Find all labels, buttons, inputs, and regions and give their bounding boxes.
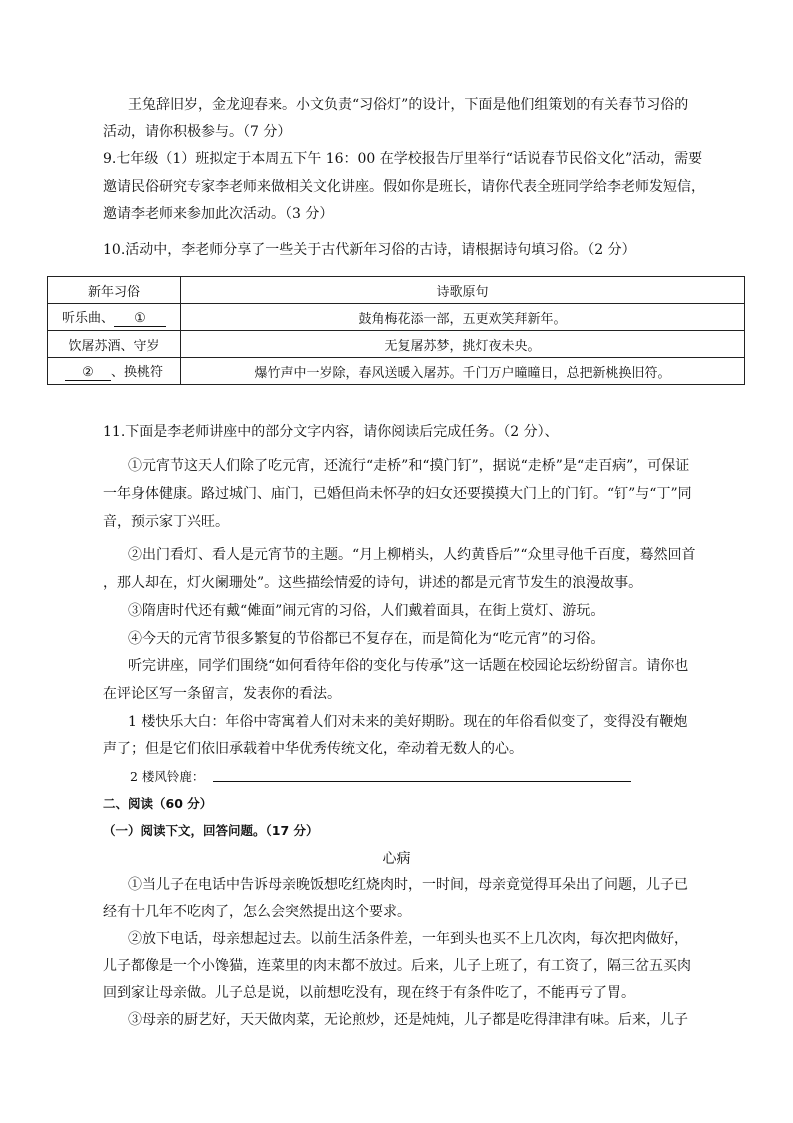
- comment-2-label: 2 楼风铃鹿：: [130, 769, 205, 784]
- article-title: 心病: [382, 851, 411, 867]
- article-para1-line1: ①当儿子在电话中告诉母亲晚饭想吃红烧肉时，一时间，母亲竟觉得耳朵出了问题，儿子已: [128, 877, 688, 893]
- comment-1-line2: 声了；但是它们依旧承载着中华优秀传统文化，牵动着无数人的心。: [103, 741, 523, 757]
- custom-cell: 饮屠苏酒、守岁: [48, 331, 181, 358]
- q11-para3: ③隋唐时代还有戴“傩面”闹元宵的习俗，人们戴着面具，在街上赏灯、游玩。: [128, 603, 605, 619]
- q11-para1-line2: 一年身体健康。路过城门、庙门，已婚但尚未怀孕的妇女还要摸摸大门上的门钉。“钉”与“丁”同: [103, 486, 692, 502]
- comment-1-line1: 1 楼快乐大白：年俗中寄寓着人们对未来的美好期盼。现在的年俗看似变了，变得没有鞭炮: [128, 714, 688, 730]
- table-header-custom: 新年习俗: [48, 277, 181, 304]
- table-header-row: [48, 277, 745, 304]
- custom-cell: [48, 358, 181, 385]
- customs-table: [47, 276, 745, 385]
- q10-line-1: 10.活动中，李老师分享了一些关于古代新年习俗的古诗，请根据诗句填习俗。（2 分）: [103, 242, 636, 258]
- q11-para1-line1: ①元宵节这天人们除了吃元宵，还流行“走桥”和“摸门钉”，据说“走桥”是“走百病”，可保证: [128, 458, 690, 474]
- q11-task-line2: 在评论区写一条留言，发表你的看法。: [103, 686, 341, 702]
- q11-para4: ④今天的元宵节很多繁复的节俗都已不复存在，而是简化为“吃元宵”的习俗。: [128, 631, 605, 647]
- article-para1-line2: 经有十几年不吃肉了，怎么会突然提出这个要求。: [103, 904, 411, 920]
- answer-blank-1[interactable]: [114, 311, 166, 327]
- article-para2-line2: 儿子都像是一个小馋猫，连菜里的肉末都不放过。后来，儿子上班了，有工资了，隔三岔五买肉: [103, 958, 691, 974]
- poem-cell: 爆竹声中一岁除，春风送暖入屠苏。千门万户曈曈日，总把新桃换旧符。: [181, 358, 745, 385]
- custom-cell: [48, 304, 181, 331]
- poem-cell: 鼓角梅花添一部，五更欢笑拜新年。: [181, 304, 745, 331]
- article-para2-line3: 回到家让母亲做。儿子总是说，以前想吃没有，现在终于有条件吃了，不能再亏了胃。: [103, 985, 635, 1001]
- q11-para2-line1: ②出门看灯、看人是元宵节的主题。“月上柳梢头，人约黄昏后”“众里寻他千百度，蓦然回首: [128, 547, 696, 563]
- table-row: [48, 331, 745, 358]
- table-row: [48, 358, 745, 385]
- intro-line-1: 王兔辞旧岁，金龙迎春来。小文负责“习俗灯”的设计，下面是他们组策划的有关春节习俗的: [128, 97, 689, 113]
- q9-line-2: 邀请民俗研究专家李老师来做相关文化讲座。假如你是班长，请你代表全班同学给李老师发短信，: [103, 179, 705, 195]
- section-2-title: 二、阅读（60 分）: [103, 796, 213, 811]
- custom-text: 听乐曲、: [61, 311, 114, 326]
- intro-line-2: 活动，请你积极参与。（7 分）: [103, 124, 292, 140]
- comment-answer-line[interactable]: [213, 780, 631, 782]
- article-para2-line1: ②放下电话，母亲想起过去。以前生活条件差，一年到头也买不上几次肉，每次把肉做好，: [128, 931, 688, 947]
- poem-cell: 无复屠苏梦，挑灯夜未央。: [181, 331, 745, 358]
- q11-para1-line3: 音，预示家丁兴旺。: [103, 514, 229, 530]
- table-header-poem: 诗歌原句: [181, 277, 745, 304]
- answer-blank-2[interactable]: [65, 365, 111, 381]
- table-row: [48, 304, 745, 331]
- q9-line-3: 邀请李老师来参加此次活动。（3 分）: [103, 206, 334, 222]
- q11-para2-line2: ，那人却在，灯火阑珊处”。这些描绘情爱的诗句，讲述的都是元宵节发生的浪漫故事。: [103, 575, 643, 591]
- blank-mark: ②: [82, 365, 94, 380]
- article-para3-line1: ③母亲的厨艺好，天天做肉菜，无论煎炒，还是炖炖，儿子都是吃得津津有味。后来，儿子: [128, 1012, 688, 1028]
- section-2-subtitle: （一）阅读下文，回答问题。（17 分）: [103, 823, 319, 838]
- q9-line-1: 9.七年级（1）班拟定于本周五下午 16：00 在学校报告厅里举行“话说春节民俗文化”活动，需要: [103, 151, 703, 167]
- custom-text: 、换桃符: [110, 365, 163, 380]
- q11-line-1: 11.下面是李老师讲座中的部分文字内容，请你阅读后完成任务。（2 分）、: [103, 424, 559, 440]
- blank-mark: ①: [134, 311, 146, 326]
- q11-task-line1: 听完讲座，同学们围绕“如何看待年俗的变化与传承”这一话题在校园论坛纷纷留言。请你也: [128, 658, 689, 674]
